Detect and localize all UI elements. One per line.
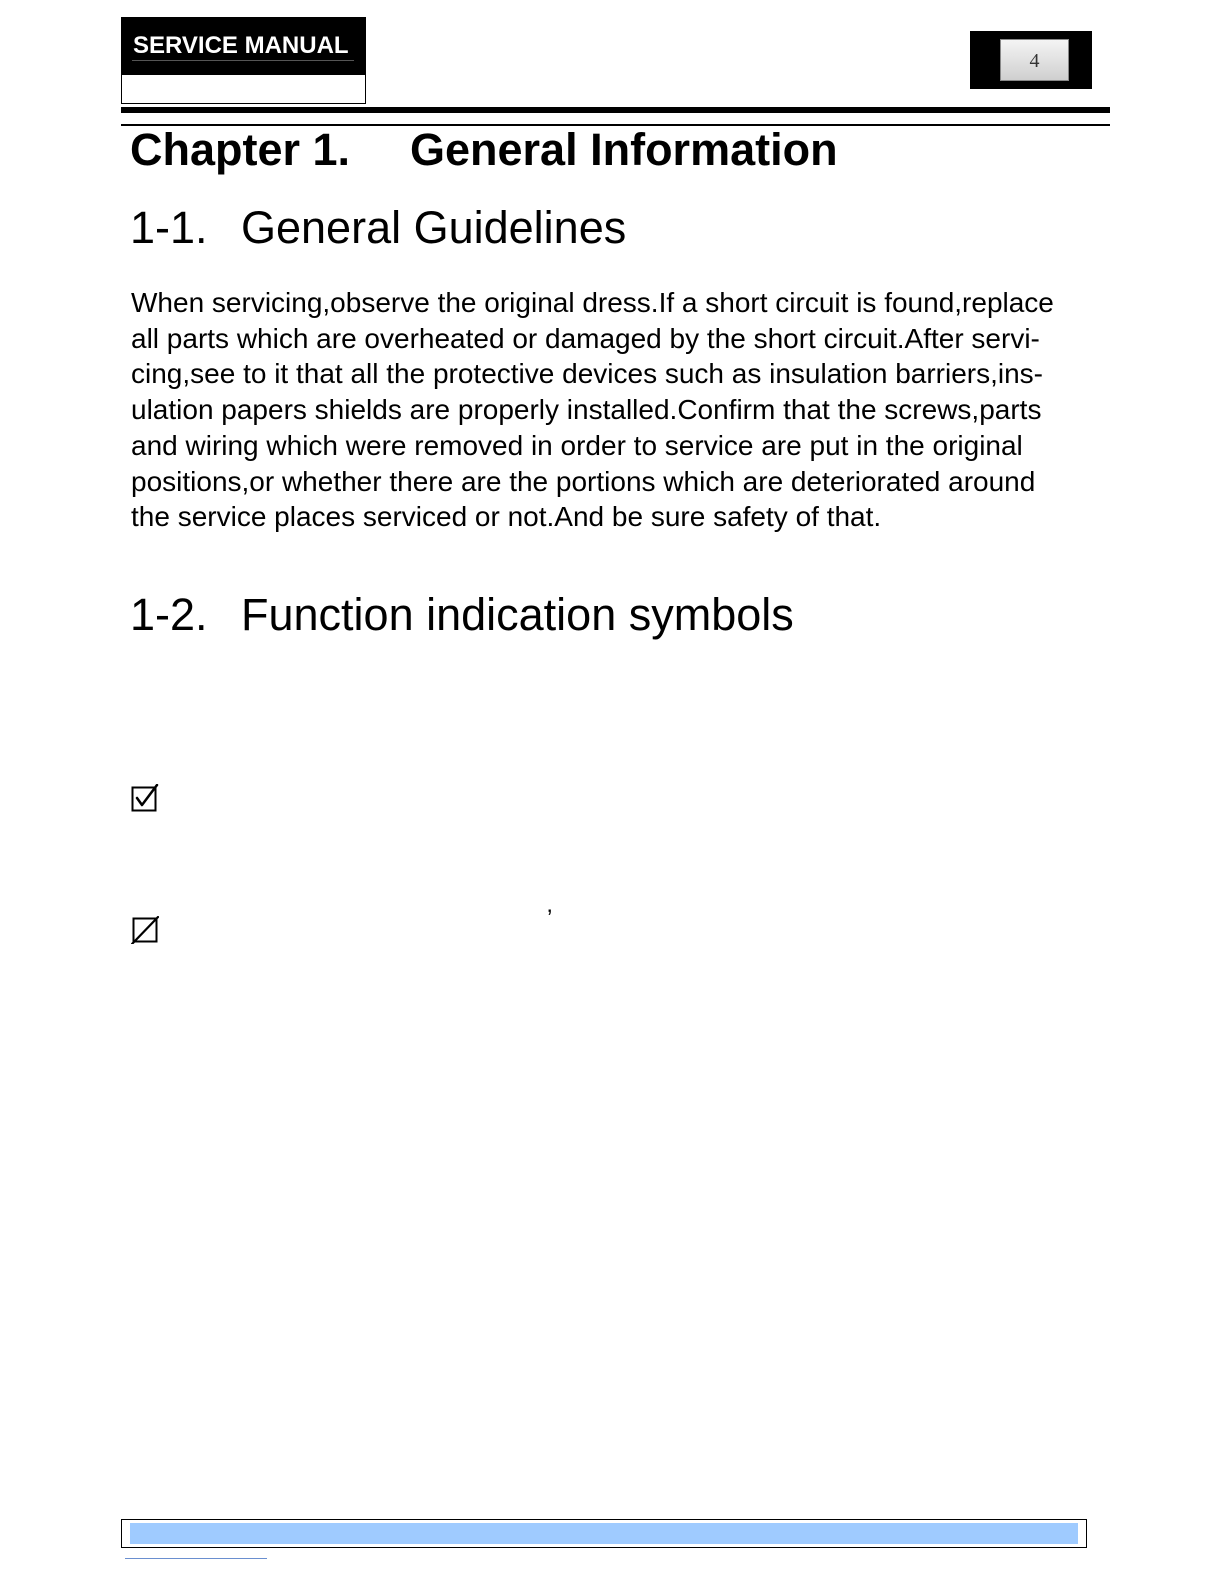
footer-bar-fill	[130, 1523, 1078, 1544]
manual-label: SERVICE MANUAL	[133, 32, 349, 59]
slashed-box-icon	[131, 916, 159, 944]
paragraph-line: all parts which are overheated or damaged by the short circuit.After servi-	[131, 322, 1040, 354]
section-heading-function-symbols	[130, 589, 794, 641]
manual-label-underline	[132, 60, 354, 61]
section-number: 1-1.	[130, 202, 208, 253]
paragraph-line: cing,see to it that all the protective devices such as insulation barriers,ins-	[131, 358, 1044, 390]
footer-bar	[121, 1519, 1087, 1548]
paragraph-line: positions,or whether there are the portions which are deteriorated around	[131, 465, 1036, 497]
page-number: 4	[1000, 39, 1069, 81]
header-rule-thick	[121, 107, 1110, 113]
section-heading-general-guidelines	[130, 202, 626, 254]
page-number-box	[970, 31, 1092, 89]
footer-underline	[125, 1558, 267, 1559]
section-title: Function indication symbols	[241, 589, 794, 640]
section-title: General Guidelines	[241, 202, 627, 253]
checked-box-icon	[131, 784, 159, 812]
manual-label-box	[121, 17, 366, 104]
paragraph-line: ulation papers shields are properly installed.Confirm that the screws,parts	[131, 394, 1042, 426]
paragraph-line: When servicing,observe the original dress.If a short circuit is found,replace	[131, 287, 1054, 318]
section-number: 1-2.	[130, 589, 208, 640]
chapter-name: General Information	[410, 124, 838, 175]
guidelines-paragraph	[131, 285, 1116, 535]
chapter-number: Chapter 1.	[130, 124, 351, 175]
paragraph-line: the service places serviced or not.And be sure safety of that.	[131, 501, 882, 533]
chapter-title	[130, 124, 838, 176]
paragraph-line: and wiring which were removed in order to service are put in the original	[131, 429, 1023, 461]
stray-apostrophe: ’	[547, 905, 553, 932]
